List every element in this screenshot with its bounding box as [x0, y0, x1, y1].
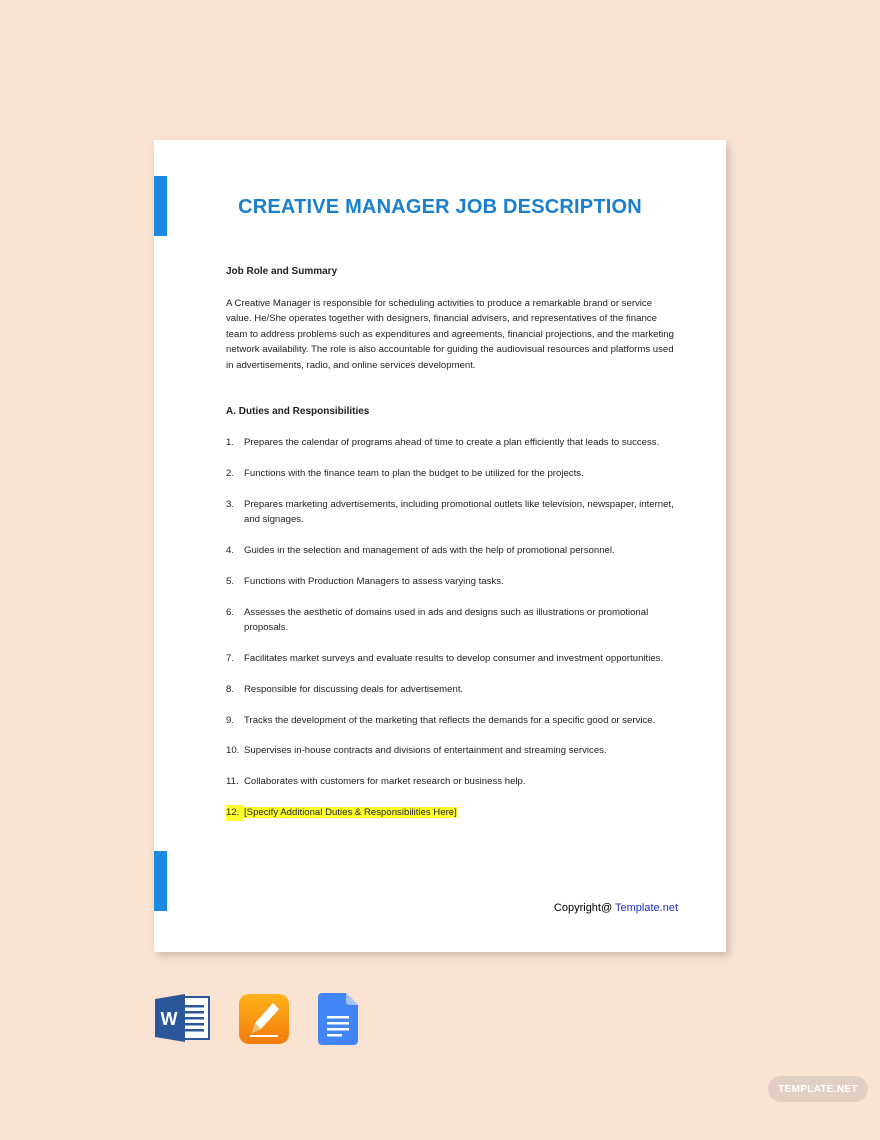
item-number: 7. [226, 653, 235, 665]
template-net-watermark: TEMPLATE.NET [768, 1076, 868, 1102]
accent-bar-bottom [154, 851, 167, 911]
copyright-notice [554, 902, 678, 914]
item-number: 1. [226, 437, 235, 449]
item-number: 9. [226, 714, 235, 726]
copyright-prefix: Copyright@ [553, 902, 613, 914]
duties-list [226, 435, 678, 820]
item-number: 12. [226, 805, 244, 821]
item-number: 2. [226, 467, 235, 479]
list-item [226, 713, 678, 729]
summary-paragraph: A Creative Manager is responsible for scheduling activities to produce a remarkable brand or service value. He/She operates together with designers, financial advisers, and representatives of the finance team to address problems such as expenditures and agreements, financial projections, and the marketing network availability. The role is also accountable for guiding the audiovisual resources and platforms used in advertisements, radio, and online services development. [226, 297, 674, 371]
item-text: Prepares marketing advertisements, including promotional outlets like television, newspaper, internet, and signages. [244, 498, 674, 526]
list-item [226, 743, 678, 759]
word-icon[interactable] [155, 993, 211, 1048]
list-item [226, 435, 678, 451]
list-item [226, 543, 678, 559]
item-text: Assesses the aesthetic of domains used in ads and designs such as illustrations or promotional proposals. [244, 606, 649, 634]
section-heading-duties: A. Duties and Responsibilities [226, 405, 370, 417]
list-item [226, 497, 678, 528]
document-page [154, 140, 726, 952]
item-text: Functions with Production Managers to assess varying tasks. [244, 575, 504, 587]
item-text: Responsible for discussing deals for advertisement. [244, 683, 464, 695]
section-heading-summary: Job Role and Summary [226, 266, 338, 277]
item-text: Tracks the development of the marketing that reflects the demands for a specific good or service. [244, 714, 656, 726]
item-text: Collaborates with customers for market research or business help. [244, 776, 526, 788]
item-text: Facilitates market surveys and evaluate results to develop consumer and investment opportunities. [244, 653, 664, 665]
copyright-link[interactable]: Template.net [615, 902, 678, 914]
item-text: Functions with the finance team to plan the budget to be utilized for the projects. [244, 467, 584, 479]
list-item [226, 682, 678, 698]
list-item [226, 651, 678, 667]
item-number: 10. [226, 745, 240, 757]
document-content [226, 264, 678, 836]
item-text: Supervises in-house contracts and divisions of entertainment and streaming services. [244, 745, 607, 757]
item-number: 6. [226, 606, 235, 618]
list-item [226, 605, 678, 636]
item-number: 4. [226, 545, 235, 557]
item-text: Guides in the selection and management of ads with the help of promotional personnel. [244, 545, 615, 557]
item-number: 11. [226, 776, 239, 788]
item-number: 5. [226, 575, 235, 587]
list-item [226, 574, 678, 590]
list-item-placeholder [226, 805, 678, 821]
item-text: Prepares the calendar of programs ahead of time to create a plan efficiently that leads to success. [244, 437, 660, 449]
pages-icon[interactable] [238, 993, 290, 1050]
word-icon-letter: W [160, 1009, 178, 1029]
item-number: 3. [226, 498, 235, 510]
item-number: 8. [226, 683, 235, 695]
list-item [226, 466, 678, 482]
document-title: CREATIVE MANAGER JOB DESCRIPTION [238, 196, 642, 218]
google-docs-icon[interactable] [318, 993, 358, 1050]
item-text-highlighted: [Specify Additional Duties & Responsibilities Here] [244, 806, 457, 818]
list-item [226, 774, 678, 790]
